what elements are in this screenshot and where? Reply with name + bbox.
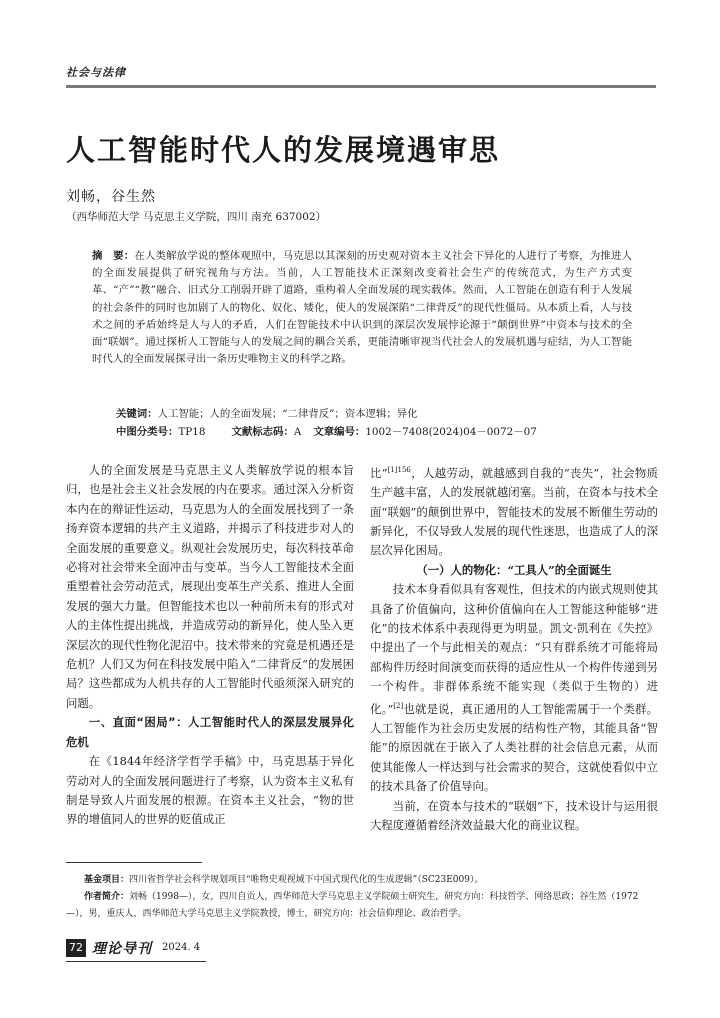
paragraph-text: ，人越劳动，就越感到自我的“丧失”，社会物质生产越丰富，人的发展就越闭塞。当前，在资本与技术全面“联姻”的颠倒世界中，智能技术的发展不断催生劳动的新异化，不仅导致人发展的现代性迷思，也造成了人的深层次异化困局。 xyxy=(370,465,659,558)
page-number: 72 xyxy=(66,939,86,957)
section-heading: 一、直面“困局”：人工智能时代人的深层发展异化危机 xyxy=(66,715,354,749)
author-bio-text: 刘畅（1998—），女，四川自贡人，西华师范大学马克思主义学院硕士研究生，研究方向：科技哲学、网络思政；谷生然（1972—），男，重庆人，西华师范大学马克思主义学院教授，博士，研究方向：社会信仰理论、政治哲学。 xyxy=(66,892,639,919)
keywords-text: 人工智能；人的全面发展；“二律背反”；资本逻辑；异化 xyxy=(157,408,418,420)
issue-date: 2024. 4 xyxy=(162,942,201,953)
footnote-rule xyxy=(66,862,202,863)
classification-line xyxy=(116,423,537,438)
body-paragraph: 人的全面发展是马克思主义人类解放学说的根本旨归，也是社会主义社会发展的内在要求。通过深入分析资本内在的辩证性运动，马克思为人的全面发展找到了一条扬弃资本逻辑的共产主义道路，并揭示了科技进步对人的全面发展的重要意义。纵观社会发展历史，每次科技革命必将对社会带来全面冲击与变革。当今人工智能技术全面重塑着社会劳动范式，展现出变革生产关系、推进人全面发展的强大力量。但智能技术也以一种前所未有的形式对人的主体性提出挑战，并造成劳动的新异化，使人坠入更深层次的现代性物化泥沼中。技术带来的究竟是机遇还是危机？人们又为何在科技发展中陷入“二律背反”的发展困局？这些都成为人机共存的人工智能时代亟须深入研究的问题。 xyxy=(66,463,354,710)
article-title: 人工智能时代人的发展境遇审思 xyxy=(66,133,501,167)
body-paragraph xyxy=(370,461,658,561)
abstract-text: 在人类解放学说的整体观照中，马克思以其深刻的历史观对资本主义社会下异化的人进行了考察，为推进人的全面发展提供了研究视角与方法。当前，人工智能技术正深刻改变着社会生产的传统范式，为生产方式变革、“产”“教”融合、旧式分工削弱开辟了道路，重构着人全面发展的现实载体。然而，人工智能在创造有利于人发展的社会条件的同时也加剧了人的物化、奴化、矮化，使人的发展深陷“二律背反”的现代性僵局。从本质上看，人与技术之间的矛盾始终是人与人的矛盾，人们在智能技术中认识到的深层次发展悖论源于“颠倒世界”中资本与技术的全面“联姻”。通过探析人工智能与人的发展之间的耦合关系，更能清晰审视当代社会人的发展机遇与症结，为人工智能时代人的全面发展探寻出一条历史唯物主义的科学之路。 xyxy=(92,250,633,366)
fund-note xyxy=(66,872,656,889)
fund-text: 四川省哲学社会科学规划项目“唯物史观视域下中国式现代化的生成逻辑”（SC23E009）。 xyxy=(129,875,484,885)
fund-label: 基金项目： xyxy=(84,875,130,885)
clc-value: TP18 xyxy=(178,426,206,438)
body-left-column xyxy=(66,461,354,830)
author-affiliation: （西华师范大学 马克思主义学院，四川 南充 637002） xyxy=(66,211,327,223)
author-note xyxy=(66,889,656,923)
doc-code-value: A xyxy=(293,426,302,438)
body-paragraph: 在《1844年经济学哲学手稿》中，马克思基于异化劳动对人的全面发展问题进行了考察，认为资本主义私有制是导致人片面发展的根源。在资本主义社会，“物的世界的增值同人的世界的贬值成正 xyxy=(66,754,354,827)
article-number-label: 文章编号： xyxy=(313,426,366,438)
footer-rule xyxy=(66,961,206,962)
article-authors: 刘畅，谷生然 xyxy=(66,189,156,205)
journal-name: 理论导刊 xyxy=(92,941,152,957)
article-number-value: 1002－7408(2024)04－0072－07 xyxy=(365,426,537,438)
citation-ref: [2] xyxy=(393,701,404,710)
clc-label: 中图分类号： xyxy=(116,426,179,438)
paragraph-text: 技术本身看似具有客观性，但技术的内嵌式规则使其具备了价值偏向，这种价值偏向在人工智能这种能够“进化”的技术体系中表现得更为明显。凯文·凯利在《失控》中提出了一个与此相关的观点：“只有群系统才可能将局部构件历经时间演变而获得的适应性从一个构件传递到另一个构件。非群体系统不能实现（类似于生物的）进化。” xyxy=(370,582,658,716)
header-rule xyxy=(66,85,656,88)
keywords-label: 关键词： xyxy=(116,408,158,420)
page-footer xyxy=(66,939,206,959)
body-paragraph xyxy=(370,580,658,796)
paragraph-text: 比” xyxy=(370,465,388,480)
citation-ref: [1]156 xyxy=(387,466,411,474)
doc-code-label: 文献标志码： xyxy=(231,426,294,438)
abstract-label: 摘 要： xyxy=(92,250,135,262)
subsection-heading: （一）人的物化：“工具人”的全面诞生 xyxy=(416,562,612,577)
body-right-column xyxy=(370,461,658,835)
section-label: 社会与法律 xyxy=(66,66,126,79)
body-paragraph: 当前，在资本与技术的“联姻”下，技术设计与运用很大程度遵循着经济效益最大化的商业议程。 xyxy=(370,798,658,832)
footnotes xyxy=(66,872,656,923)
paragraph-text: 也就是说，真正通用的人工智能需属于一个类群。人工智能作为社会历史发展的结构性产物，其能具备“智能”的原因就在于嵌入了人类社群的社会信息元素，从而使其能像人一样达到与社会需求的契合，这就使看似中立的技术具备了价值导向。 xyxy=(370,701,658,794)
author-bio-label: 作者简介： xyxy=(84,892,130,902)
keywords-line xyxy=(116,405,418,420)
abstract xyxy=(92,248,632,368)
